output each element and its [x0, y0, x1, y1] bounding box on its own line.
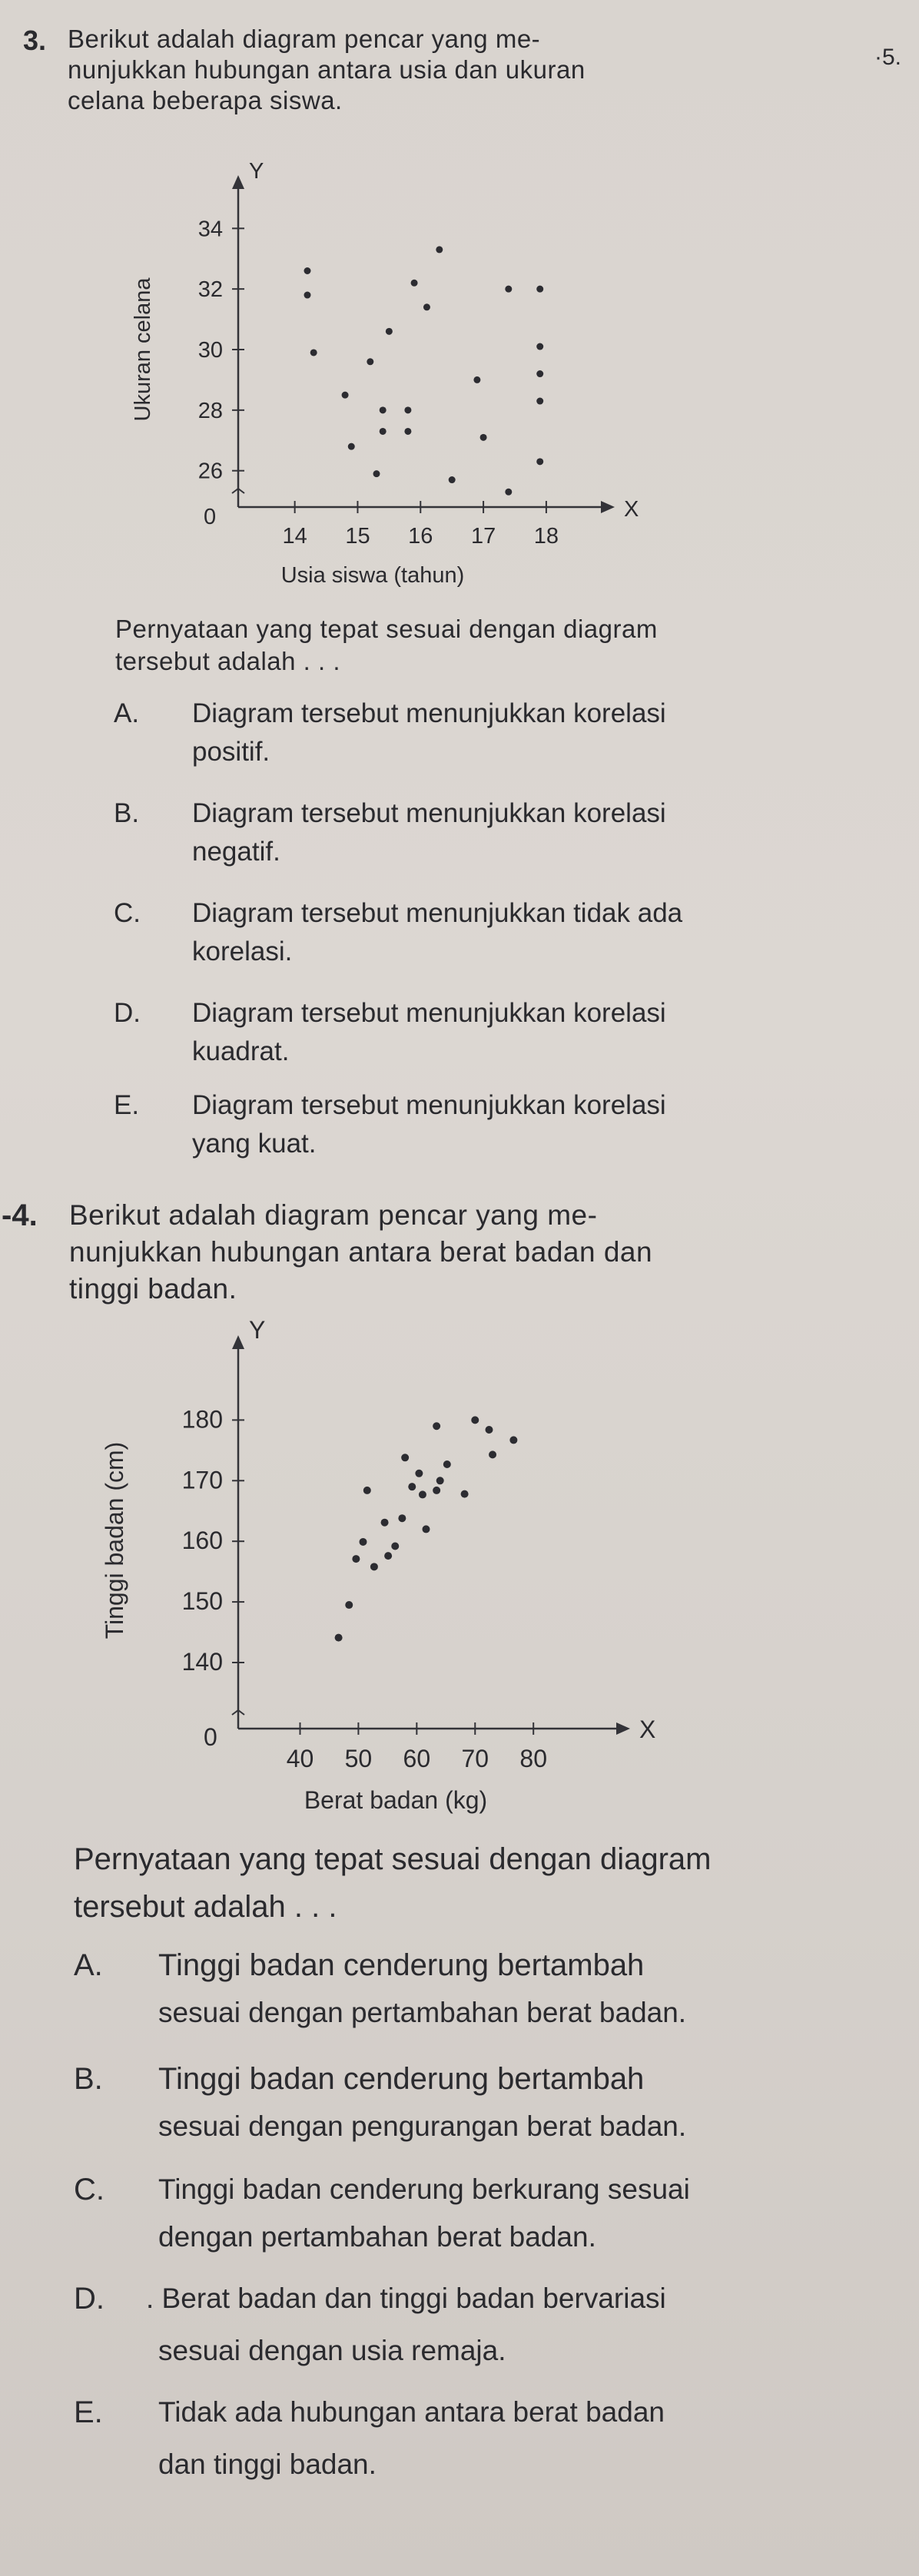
question-4-line-2: nunjukkan hubungan antara berat badan dan	[69, 1236, 653, 1268]
question-3-prompt-line-2: tersebut adalah . . .	[115, 647, 341, 675]
origin-label: 0	[204, 1723, 217, 1751]
data-point	[489, 1450, 496, 1458]
y-axis-title: Tinggi badan (cm)	[101, 1441, 128, 1639]
q4-option-e-letter[interactable]: E.	[74, 2395, 103, 2429]
x-axis-title: Berat badan (kg)	[304, 1786, 488, 1814]
data-point	[408, 1483, 416, 1490]
q4-option-b-letter[interactable]: B.	[74, 2062, 103, 2096]
data-point	[404, 406, 411, 413]
data-point	[304, 267, 311, 274]
x-axis-letter: X	[624, 497, 639, 522]
x-tick-label: 16	[408, 524, 433, 549]
q3-option-b-letter[interactable]: B.	[114, 798, 140, 828]
data-point	[391, 1542, 399, 1550]
data-point	[304, 292, 311, 299]
data-point	[536, 286, 543, 293]
data-point	[363, 1487, 371, 1494]
q4-option-b-line-2[interactable]: sesuai dengan pengurangan berat badan.	[158, 2110, 687, 2142]
y-tick-label: 180	[181, 1405, 223, 1434]
y-tick-label: 140	[181, 1647, 223, 1676]
x-axis-arrow	[601, 501, 615, 513]
data-point	[423, 303, 430, 310]
q3-option-a-line-2[interactable]: positif.	[192, 737, 270, 767]
data-point	[386, 328, 393, 335]
data-point	[398, 1514, 406, 1522]
q4-option-d-letter[interactable]: D.	[74, 2282, 105, 2316]
q4-option-c-line-1[interactable]: Tinggi badan cenderung berkurang sesuai	[158, 2173, 690, 2205]
data-point	[373, 470, 380, 477]
q3-option-e-line-2[interactable]: yang kuat.	[192, 1129, 317, 1159]
data-point	[422, 1525, 430, 1533]
q3-option-d-line-2[interactable]: kuadrat.	[192, 1036, 290, 1066]
q3-option-d-letter[interactable]: D.	[114, 998, 141, 1028]
q3-option-b-line-1[interactable]: Diagram tersebut menunjukkan korelasi	[192, 798, 666, 828]
q4-option-e-line-1[interactable]: Tidak ada hubungan antara berat badan	[158, 2396, 665, 2428]
data-point	[335, 1634, 343, 1642]
x-axis-title: Usia siswa (tahun)	[280, 563, 465, 588]
x-tick-label: 60	[403, 1745, 431, 1772]
q4-option-e-line-2[interactable]: dan tinggi badan.	[158, 2448, 377, 2480]
q4-option-d-line-2[interactable]: sesuai dengan usia remaja.	[158, 2335, 506, 2366]
x-tick-label: 80	[519, 1745, 547, 1772]
y-tick-label: 160	[181, 1527, 223, 1555]
data-point	[480, 434, 487, 441]
x-tick-label: 70	[461, 1745, 489, 1772]
q3-option-b-line-2[interactable]: negatif.	[192, 837, 280, 867]
q3-option-c-letter[interactable]: C.	[114, 898, 141, 928]
y-tick-label: 34	[197, 217, 223, 242]
data-point	[461, 1490, 469, 1498]
q4-option-a-line-1[interactable]: Tinggi badan cenderung bertambah	[158, 1948, 645, 1982]
q3-option-a-line-1[interactable]: Diagram tersebut menunjukkan korelasi	[192, 698, 666, 728]
question-3-line-3: celana beberapa siswa.	[68, 86, 343, 114]
data-point	[536, 458, 543, 465]
question-4-number: -4.	[2, 1198, 38, 1232]
question-4-line-3: tinggi badan.	[69, 1273, 237, 1305]
y-tick-label: 26	[197, 459, 223, 484]
data-point	[505, 286, 512, 293]
data-point	[384, 1552, 392, 1560]
y-axis-title: Ukuran celana	[131, 277, 155, 422]
data-point	[415, 1470, 423, 1477]
y-tick-label: 150	[181, 1587, 223, 1616]
q3-option-d-line-1[interactable]: Diagram tersebut menunjukkan korelasi	[192, 998, 666, 1028]
data-point	[473, 376, 480, 383]
x-axis-arrow	[616, 1722, 630, 1735]
y-axis-letter: Y	[249, 159, 264, 184]
data-point	[342, 392, 349, 399]
data-point	[419, 1490, 426, 1498]
question-4-prompt-line-1: Pernyataan yang tepat sesuai dengan diagram	[74, 1842, 712, 1876]
y-axis-letter: Y	[249, 1316, 266, 1344]
data-point	[443, 1460, 451, 1468]
y-tick-label: 170	[181, 1466, 223, 1494]
data-point	[404, 428, 411, 435]
q3-option-e-line-1[interactable]: Diagram tersebut menunjukkan korelasi	[192, 1090, 666, 1120]
q3-option-c-line-1[interactable]: Diagram tersebut menunjukkan tidak ada	[192, 898, 683, 928]
question-3-line-1: Berikut adalah diagram pencar yang me-	[68, 25, 541, 53]
y-axis-arrow	[232, 1335, 244, 1349]
page-edge-mark: ·5.	[874, 45, 902, 70]
data-point	[536, 398, 543, 405]
data-point	[380, 406, 387, 413]
question-3-prompt-line-1: Pernyataan yang tepat sesuai dengan diagram	[115, 615, 658, 643]
data-point	[436, 1477, 444, 1484]
data-point	[509, 1436, 517, 1444]
data-point	[359, 1538, 367, 1546]
question-3-number: 3.	[23, 25, 47, 56]
q4-option-c-line-2[interactable]: dengan pertambahan berat badan.	[158, 2221, 596, 2253]
data-point	[401, 1454, 409, 1461]
data-point	[536, 370, 543, 377]
data-point	[367, 358, 373, 365]
q4-option-a-line-2[interactable]: sesuai dengan pertambahan berat badan.	[158, 1997, 687, 2028]
data-point	[449, 476, 456, 483]
y-axis-arrow	[232, 175, 244, 189]
origin-label: 0	[204, 505, 217, 529]
q3-option-e-letter[interactable]: E.	[114, 1090, 140, 1120]
data-point	[310, 349, 317, 356]
x-tick-label: 17	[470, 524, 496, 549]
q3-option-a-letter[interactable]: A.	[114, 698, 140, 728]
data-point	[433, 1422, 440, 1430]
x-tick-label: 18	[533, 524, 559, 549]
q4-option-b-line-1[interactable]: Tinggi badan cenderung bertambah	[158, 2062, 645, 2096]
x-tick-label: 15	[345, 524, 370, 549]
data-point	[381, 1519, 389, 1527]
data-point	[348, 443, 355, 450]
x-tick-label: 14	[282, 524, 307, 549]
q4-option-a-letter[interactable]: A.	[74, 1948, 103, 1982]
question-3-line-2: nunjukkan hubungan antara usia dan ukuran	[68, 55, 586, 84]
question-4-prompt-line-2: tersebut adalah . . .	[74, 1890, 337, 1924]
data-point	[436, 246, 443, 253]
data-point	[433, 1487, 440, 1494]
data-point	[485, 1426, 493, 1434]
y-tick-label: 32	[197, 277, 223, 303]
data-point	[380, 428, 387, 435]
q3-option-c-line-2[interactable]: korelasi.	[192, 937, 293, 966]
data-point	[352, 1555, 360, 1563]
data-point	[536, 343, 543, 350]
x-tick-label: 40	[286, 1745, 314, 1772]
x-tick-label: 50	[344, 1745, 373, 1772]
y-tick-label: 30	[197, 338, 223, 363]
x-axis-letter: X	[639, 1716, 656, 1743]
q4-option-d-line-1[interactable]: . Berat badan dan tinggi badan bervariasi	[146, 2283, 666, 2314]
scatter-chart-berat-tinggi-badan	[0, 1306, 919, 1859]
data-point	[471, 1416, 479, 1424]
data-point	[370, 1563, 378, 1570]
y-tick-label: 28	[197, 398, 223, 423]
data-point	[411, 280, 418, 287]
q4-option-c-letter[interactable]: C.	[74, 2173, 105, 2206]
data-point	[345, 1601, 353, 1609]
question-4-line-1: Berikut adalah diagram pencar yang me-	[69, 1199, 598, 1231]
data-point	[505, 489, 512, 496]
scatter-chart-usia-ukuran-celana	[0, 0, 919, 630]
